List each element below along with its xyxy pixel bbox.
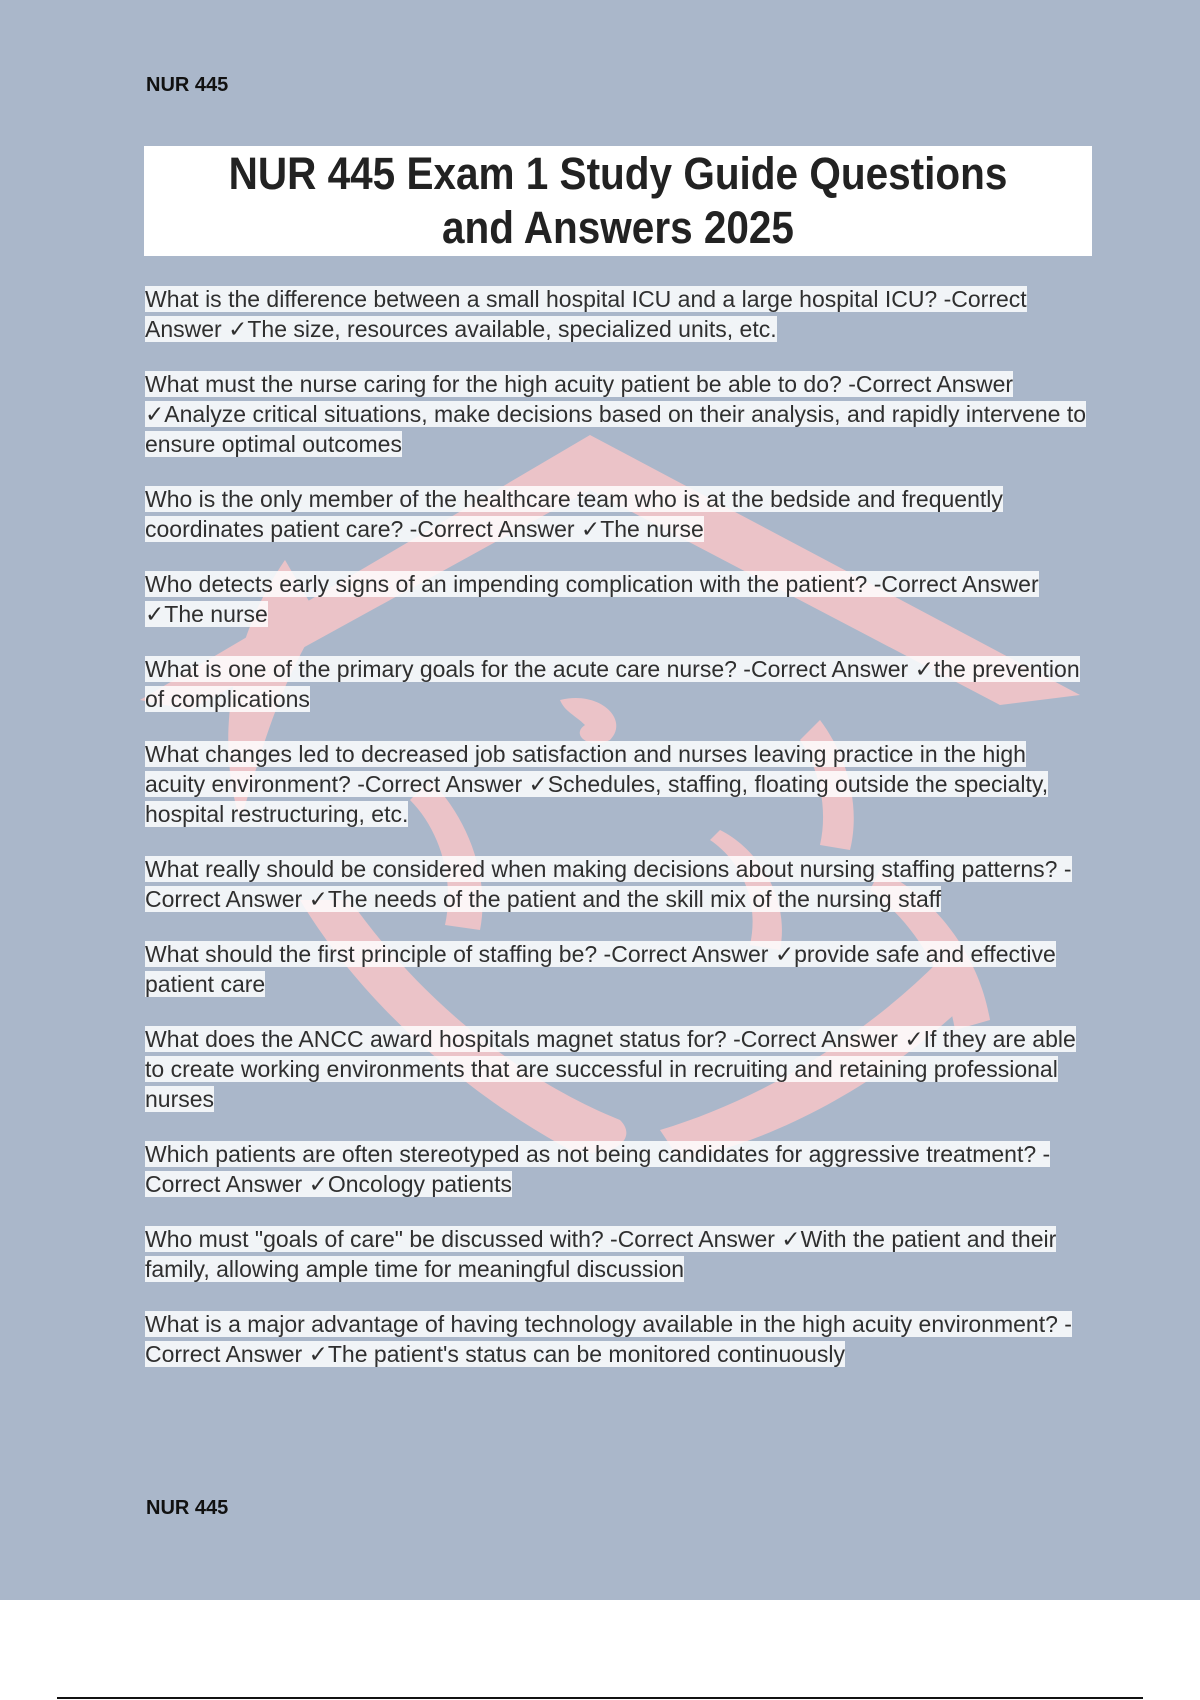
qa-item: What really should be considered when making decisions about nursing staffing patterns? -Correct Answer ✓The needs of the patient and the skill mix of the nursing staff: [145, 856, 1072, 912]
qa-item: What is a major advantage of having technology available in the high acuity environment? -Correct Answer ✓The patient's status can be monitored continuously: [145, 1311, 1072, 1367]
footer-course-label: NUR 445: [146, 1497, 229, 1519]
qa-item: Who is the only member of the healthcare team who is at the bedside and frequently coordinates patient care? -Correct Answer ✓The nurse: [145, 486, 1003, 542]
qa-item: What is the difference between a small hospital ICU and a large hospital ICU? -Correct Answer ✓The size, resources available, specialized units, etc.: [145, 286, 1027, 342]
bottom-divider: [57, 1697, 1143, 1699]
document-title: NUR 445 Exam 1 Study Guide Questions and Answers 2025: [228, 148, 1008, 253]
qa-item: What should the first principle of staffing be? -Correct Answer ✓provide safe and effective patient care: [145, 941, 1056, 997]
header-course-label: NUR 445: [146, 74, 229, 96]
qa-item: What does the ANCC award hospitals magnet status for? -Correct Answer ✓If they are able to create working environments that are successful in recruiting and retaining professional nurses: [145, 1026, 1076, 1112]
qa-item: Which patients are often stereotyped as not being candidates for aggressive treatment? -Correct Answer ✓Oncology patients: [145, 1141, 1051, 1197]
qa-item: Who detects early signs of an impending complication with the patient? -Correct Answer ✓The nurse: [145, 571, 1039, 627]
title-box: [144, 146, 1092, 256]
qa-item: What must the nurse caring for the high acuity patient be able to do? -Correct Answer ✓Analyze critical situations, make decisions based on their analysis, and rapidly intervene to ensure optimal outcomes: [145, 371, 1087, 457]
qa-item: Who must "goals of care" be discussed with? -Correct Answer ✓With the patient and their family, allowing ample time for meaningful discussion: [145, 1226, 1057, 1282]
qa-item: What is one of the primary goals for the acute care nurse? -Correct Answer ✓the prevention of complications: [145, 656, 1080, 712]
qa-list: [145, 284, 1090, 1394]
qa-item: What changes led to decreased job satisfaction and nurses leaving practice in the high acuity environment? -Correct Answer ✓Schedules, staffing, floating outside the specialty, hospital restructuring, etc.: [145, 741, 1049, 827]
